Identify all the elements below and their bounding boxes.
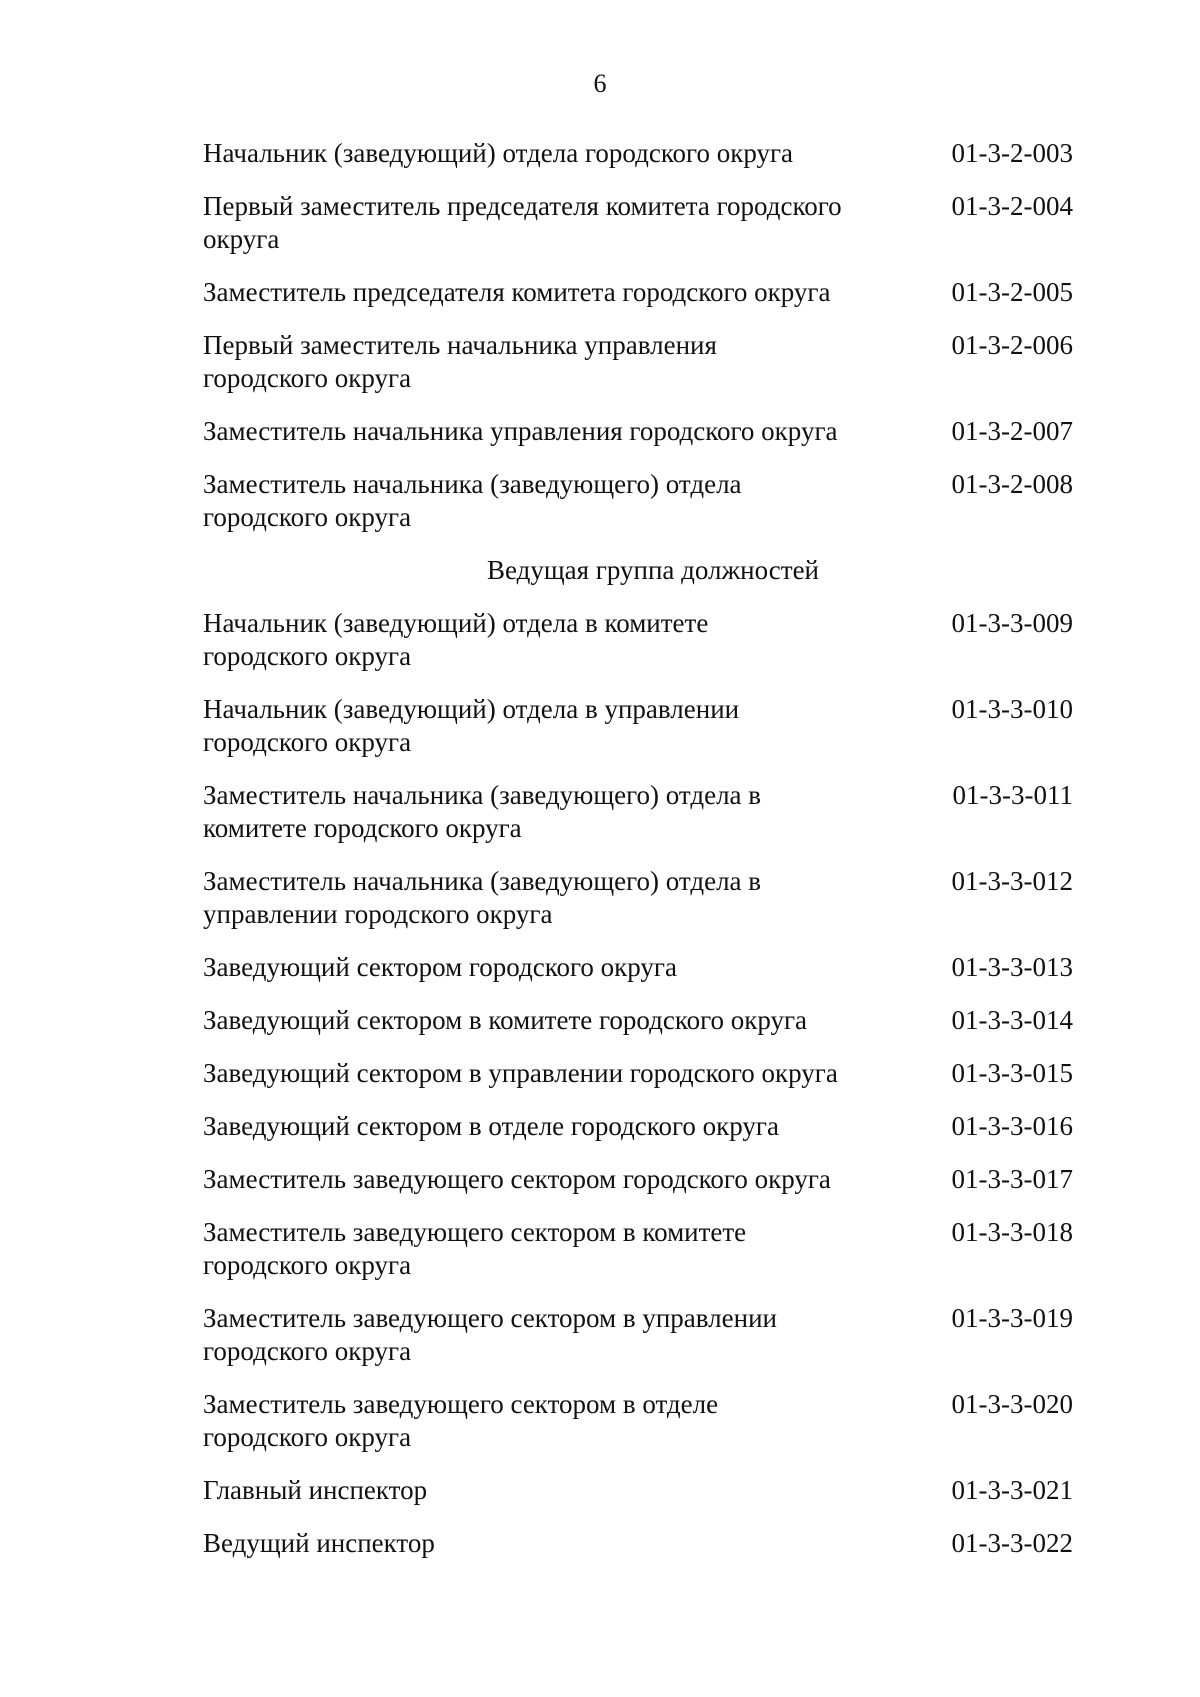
position-title: Главный инспектор — [203, 1475, 428, 1505]
position-title: Ведущий инспектор — [203, 1528, 435, 1558]
position-code: 01-3-3-015 — [951, 1058, 1073, 1088]
position-code: 01-3-3-018 — [951, 1217, 1073, 1247]
position-row — [203, 1474, 1073, 1507]
group-heading: Ведущая группа должностей — [486, 555, 819, 585]
position-row — [203, 190, 1073, 256]
position-title: Заведующий сектором в комитете городского округа — [203, 1005, 808, 1035]
position-code: 01-3-3-014 — [951, 1005, 1073, 1035]
position-title: Начальник (заведующий) отдела в управлении городского округа — [203, 694, 740, 757]
position-row — [203, 276, 1073, 309]
position-row — [203, 1302, 1073, 1368]
position-code: 01-3-3-010 — [951, 694, 1073, 724]
position-row — [203, 1216, 1073, 1282]
position-title: Заведующий сектором в управлении городского округа — [203, 1058, 838, 1088]
position-row — [203, 951, 1073, 984]
position-row — [203, 865, 1073, 931]
position-row — [203, 1388, 1073, 1454]
position-title: Заместитель заведующего сектором в отделе городского округа — [203, 1389, 719, 1452]
position-code: 01-3-2-005 — [951, 277, 1073, 307]
position-code: 01-3-3-017 — [951, 1164, 1073, 1194]
position-list — [203, 137, 1073, 1580]
position-title: Первый заместитель председателя комитета городского округа — [203, 191, 842, 254]
position-code: 01-3-2-003 — [951, 138, 1073, 168]
position-code: 01-3-2-004 — [951, 191, 1073, 221]
position-row — [203, 693, 1073, 759]
page-number: 6 — [593, 69, 607, 98]
position-row — [203, 1527, 1073, 1560]
position-row — [203, 1004, 1073, 1037]
position-code: 01-3-3-019 — [951, 1303, 1073, 1333]
position-row — [203, 607, 1073, 673]
position-code: 01-3-3-021 — [951, 1475, 1073, 1505]
position-title: Заместитель начальника управления городского округа — [203, 416, 838, 446]
position-code: 01-3-3-013 — [951, 952, 1073, 982]
position-title: Заведующий сектором городского округа — [203, 952, 677, 982]
position-row — [203, 1057, 1073, 1090]
position-title: Заместитель заведующего сектором в управлении городского округа — [203, 1303, 777, 1366]
position-code: 01-3-3-022 — [951, 1528, 1073, 1558]
position-title: Заместитель начальника (заведующего) отдела городского округа — [203, 469, 742, 532]
position-title: Заместитель начальника (заведующего) отдела в комитете городского округа — [203, 780, 762, 843]
position-title: Заместитель начальника (заведующего) отдела в управлении городского округа — [203, 866, 762, 929]
position-code: 01-3-2-007 — [951, 416, 1073, 446]
position-code: 01-3-2-006 — [951, 330, 1073, 360]
position-row — [203, 329, 1073, 395]
position-code: 01-3-3-016 — [951, 1111, 1073, 1141]
position-code: 01-3-3-020 — [951, 1389, 1073, 1419]
position-row — [203, 779, 1073, 845]
position-row — [203, 415, 1073, 448]
position-code: 01-3-3-009 — [951, 608, 1073, 638]
position-row — [203, 1163, 1073, 1196]
position-title: Начальник (заведующий) отдела в комитете городского округа — [203, 608, 709, 671]
position-code: 01-3-3-012 — [951, 866, 1073, 896]
position-title: Заместитель заведующего сектором городского округа — [203, 1164, 831, 1194]
position-title: Первый заместитель начальника управления городского округа — [203, 330, 717, 393]
position-code: 01-3-3-011 — [952, 780, 1073, 810]
position-row — [203, 1110, 1073, 1143]
position-title: Заместитель председателя комитета городского округа — [203, 277, 831, 307]
position-code: 01-3-2-008 — [951, 469, 1073, 499]
position-title: Начальник (заведующий) отдела городского округа — [203, 138, 794, 168]
position-row — [203, 468, 1073, 534]
position-title: Заместитель заведующего сектором в комитете городского округа — [203, 1217, 747, 1280]
position-row — [203, 137, 1073, 170]
position-title: Заведующий сектором в отделе городского округа — [203, 1111, 779, 1141]
